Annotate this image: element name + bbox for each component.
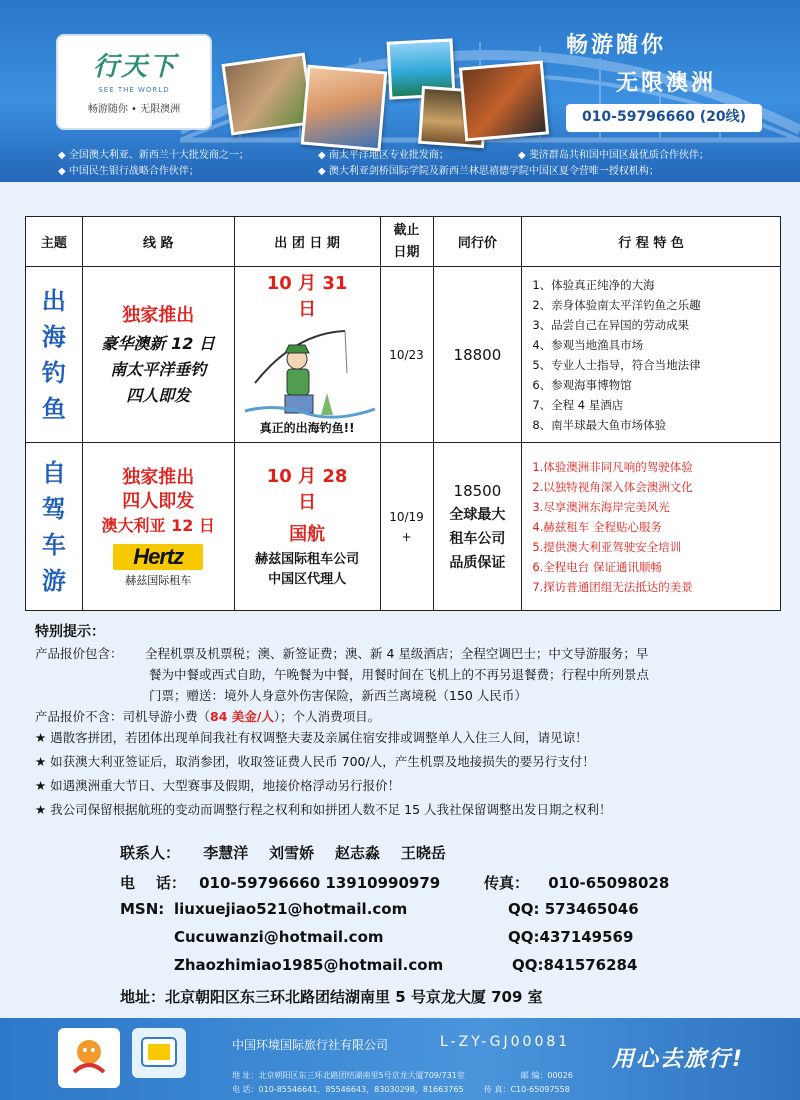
theme-char: 海 xyxy=(41,322,66,351)
address-label: 地址： xyxy=(120,988,166,1006)
feature-item: 2.以独特视角深入体会澳洲文化 xyxy=(532,479,693,494)
header-features: 行 程 特 色 xyxy=(522,217,781,267)
fax-label: 传真： xyxy=(484,874,530,892)
hotline-phone[interactable]: 010-59796660 (20线) xyxy=(566,104,762,132)
mascot-icon xyxy=(58,1028,120,1088)
contact-fax-row xyxy=(484,872,669,893)
table-row xyxy=(26,443,781,611)
route-cell xyxy=(82,443,234,611)
fax-number: 010-65098028 xyxy=(548,874,670,892)
header-price: 同行价 xyxy=(433,217,522,267)
deadline-cell xyxy=(380,443,433,611)
company-logo xyxy=(56,34,212,130)
special-notes xyxy=(35,622,785,820)
credential-item: ◆ 全国澳大利亚、新西兰十大批发商之一； xyxy=(58,150,249,161)
theme-char: 鱼 xyxy=(41,394,66,423)
feature-item: 4.赫兹租车 全程贴心服务 xyxy=(532,519,662,534)
photo-koala xyxy=(221,53,314,136)
address-row xyxy=(120,986,543,1007)
route-line: 南太平洋垂钓 xyxy=(110,359,207,379)
feature-item: 7、全程 4 星酒店 xyxy=(532,397,624,412)
notice-item: ★ 遇散客拼团，若团体出现单间我社有权调整夫妻及亲属住宿安排或调整单人入住三人间，请见谅！ xyxy=(35,730,588,745)
footer-tel: 电 话：010-85546641，85546643，83030298，81663765 传 真：C10-65097558 xyxy=(232,1085,570,1094)
deadline-cell: 10/23 xyxy=(380,267,433,443)
theme-cell xyxy=(26,267,83,443)
logo-text: 行天下 xyxy=(92,52,177,82)
hertz-logo-text: Hertz xyxy=(133,543,184,569)
fisherman-illustration xyxy=(235,323,379,419)
price-cell xyxy=(433,443,522,611)
feature-item: 4、参观当地渔具市场 xyxy=(532,337,644,352)
feature-item: 2、亲身体验南太平洋钓鱼之乐趣 xyxy=(532,297,701,312)
include-line: 全程机票及机票税；澳、新签证费；澳、新 4 星级酒店；全程空调巴士；中文导游服务；早 xyxy=(145,646,649,661)
feature-item: 3.尽享澳洲东海岸完美风光 xyxy=(532,499,670,514)
deadline-plus: + xyxy=(401,529,412,544)
include-label: 产品报价包含： xyxy=(35,646,123,661)
qq-number[interactable]: QQ:841576284 xyxy=(512,956,638,974)
date-caption: 真正的出海钓鱼!! xyxy=(259,421,355,435)
feature-item: 6.全程电台 保证通讯顺畅 xyxy=(532,559,662,574)
theme-char: 出 xyxy=(41,286,66,315)
footer-company: 中国环境国际旅行社有限公司 xyxy=(232,1038,389,1052)
route-line: 四人即发 xyxy=(126,385,191,405)
theme-char: 车 xyxy=(41,530,66,559)
table-header-row xyxy=(26,217,781,267)
notes-title: 特别提示： xyxy=(35,624,105,640)
exclusive-label: 独家推出 xyxy=(122,466,195,488)
price-note: 品质保证 xyxy=(449,554,506,571)
theme-cell xyxy=(26,443,83,611)
exclusive-label: 四人即发 xyxy=(122,490,195,512)
deadline-text: 10/19 xyxy=(389,509,424,524)
date-cell xyxy=(234,443,380,611)
feature-item: 3、品尝自己在异国的劳动成果 xyxy=(532,317,690,332)
feature-item: 7.探访普通团组无法抵达的美景 xyxy=(532,579,693,594)
logo-english: SEE THE WORLD xyxy=(98,86,170,94)
airline: 国航 xyxy=(289,523,326,545)
exclude-row xyxy=(35,706,785,727)
credential-item: ◆ 澳大利亚剑桥国际学院及新西兰林思禧德学院中国区夏令营唯一授权机构； xyxy=(318,166,659,177)
feature-item: 5、专业人士指导，符合当地法律 xyxy=(532,357,701,372)
theme-char: 自 xyxy=(41,458,66,487)
hertz-caption: 赫兹国际租车 xyxy=(125,573,192,587)
include-line: 门票；赠送：境外人身意外伤害保险，新西兰离境税（150 人民币） xyxy=(149,688,527,703)
theme-char: 驾 xyxy=(41,494,66,523)
feature-item: 1.体验澳洲非同凡响的驾驶体验 xyxy=(532,459,693,474)
route-line: 豪华澳新 12 日 xyxy=(101,333,215,353)
qq-number[interactable]: QQ: 573465046 xyxy=(508,900,639,918)
notice-item: ★ 如遇澳洲重大节日、大型赛事及假期，地接价格浮动另行报价！ xyxy=(35,778,401,793)
footer-logo-right xyxy=(132,1028,186,1078)
price-note: 全球最大 xyxy=(449,506,506,523)
price-value: 18500 xyxy=(453,481,502,500)
feature-list xyxy=(532,275,780,435)
msn-address[interactable]: liuxuejiao521@hotmail.com xyxy=(174,900,408,918)
include-line: 餐为中餐或西式自助，午晚餐为中餐，用餐时间在飞机上的不再另退餐费；行程中所列景点 xyxy=(149,667,650,682)
msn-address[interactable]: Cucuwanzi@hotmail.com xyxy=(174,928,384,946)
agent-text: 赫兹国际租车公司中国区代理人 xyxy=(255,551,360,587)
exclude-label: 产品报价不含： xyxy=(35,709,123,724)
qq-number[interactable]: QQ:437149569 xyxy=(508,928,634,946)
route-cell xyxy=(82,267,234,443)
header-slogan-2: 无限澳洲 xyxy=(616,71,717,96)
credential-item: ◆ 南太平洋地区专业批发商； xyxy=(318,150,449,161)
header-banner xyxy=(0,0,800,182)
feature-list xyxy=(532,457,780,597)
header-route: 线 路 xyxy=(82,217,234,267)
departure-date: 10 月 28 日 xyxy=(266,465,348,513)
tel-label: 电 话： xyxy=(120,874,186,892)
departure-date: 10 月 31 日 xyxy=(266,273,348,320)
logo-slogan: 畅游随你 • 无限澳洲 xyxy=(87,104,181,115)
feature-item: 6、参观海事博物馆 xyxy=(532,377,632,392)
route-title: 澳大利亚 12 日 xyxy=(101,515,215,535)
header-slogan-1: 畅游随你 xyxy=(566,33,667,58)
header-date: 出 团 日 期 xyxy=(234,217,380,267)
msn-address[interactable]: Zhaozhimiao1985@hotmail.com xyxy=(174,956,444,974)
header-deadline xyxy=(380,217,433,267)
date-cell xyxy=(234,267,380,443)
exclusive-label: 独家推出 xyxy=(122,304,195,326)
footer-bar xyxy=(0,1018,800,1100)
people-label: 联系人： xyxy=(120,844,181,862)
feature-item: 8、南半球最大鱼市场体验 xyxy=(532,417,667,432)
include-row xyxy=(35,643,785,664)
credential-item: ◆ 斐济群岛共和国中国区最优质合作伙伴； xyxy=(518,150,709,161)
footer-logo-left xyxy=(58,1028,120,1088)
price-cell: 18800 xyxy=(433,267,522,443)
contact-people-row xyxy=(120,842,446,863)
credential-item: ◆ 中国民生银行战略合作伙伴； xyxy=(58,166,199,177)
footer-address: 地 址：北京朝阳区东三环北路团结湖南里5号京龙大厦709/731室 邮 编：00026 xyxy=(232,1071,573,1080)
contact-tel-row xyxy=(120,872,440,893)
badge-icon xyxy=(132,1028,186,1078)
footer-license: L-ZY-GJ00081 xyxy=(440,1034,571,1050)
exclude-post: ）；个人消费项目。 xyxy=(273,709,381,724)
notice-item: ★ 如获澳大利亚签证后，取消参团，收取签证费人民币 700/人，产生机票及地接损失的要另行支付！ xyxy=(35,754,595,769)
theme-char: 钓 xyxy=(41,358,66,387)
address-text: 北京朝阳区东三环北路团结湖南里 5 号京龙大厦 709 室 xyxy=(165,988,543,1006)
table-row xyxy=(26,267,781,443)
feature-item: 1、体验真正纯净的大海 xyxy=(532,277,655,292)
exclude-pre: 司机导游小费（ xyxy=(122,709,211,724)
feature-item: 5.提供澳大利亚驾驶安全培训 xyxy=(532,539,682,554)
people-names: 李慧洋 刘雪娇 赵志淼 王晓岳 xyxy=(203,844,446,862)
footer-slogan: 用心去旅行! xyxy=(612,1047,745,1072)
tour-table xyxy=(25,216,781,611)
photo-didgeridoo xyxy=(459,60,549,141)
msn-label: MSN: xyxy=(120,900,165,918)
hertz-logo xyxy=(113,544,203,570)
theme-char: 游 xyxy=(41,566,66,595)
price-note: 租车公司 xyxy=(449,530,506,547)
photo-child xyxy=(301,65,388,152)
features-cell xyxy=(522,267,781,443)
tip-fee: 84 美金/人 xyxy=(210,709,274,724)
header-deadline-text: 截止日期 xyxy=(393,222,420,260)
header-theme: 主题 xyxy=(26,217,83,267)
notice-item: ★ 我公司保留根据航班的变动而调整行程之权利和如拼团人数不足 15 人我社保留调整出发日期之权利！ xyxy=(35,802,612,817)
tel-number[interactable]: 010-59796660 13910990979 xyxy=(199,874,441,892)
features-cell xyxy=(522,443,781,611)
